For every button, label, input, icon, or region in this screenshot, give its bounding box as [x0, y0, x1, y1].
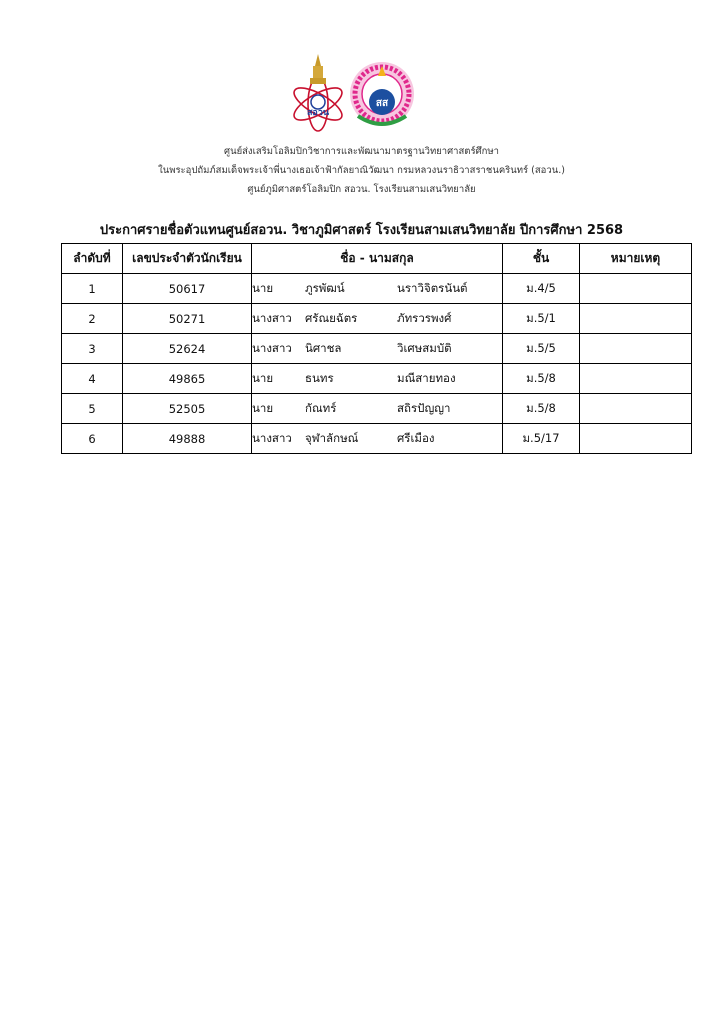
name-title: นางสาว [252, 340, 292, 355]
header-line-2: ในพระอุปถัมภ์สมเด็จพระเจ้าพี่นางเธอเจ้าฟ้ากัลยาณิวัฒนา กรมหลวงนราธิวาสราชนครินทร์ (สอวน.) [158, 165, 565, 176]
header-note: หมายเหตุ [580, 244, 692, 274]
row-id: 49865 [123, 364, 252, 394]
row-note [580, 274, 692, 304]
table-header-row [62, 244, 692, 274]
row-id: 49888 [123, 424, 252, 454]
row-id: 50617 [123, 274, 252, 304]
row-id: 50271 [123, 304, 252, 334]
row-note [580, 304, 692, 334]
last-name: มณีสายทอง [397, 370, 456, 385]
header-line-3: ศูนย์ภูมิศาสตร์โอลิมปิก สอวน. โรงเรียนสามเสนวิทยาลัย [247, 184, 476, 195]
first-name: ธนทร [305, 370, 334, 385]
row-class: ม.5/17 [503, 424, 580, 454]
row-num: 1 [62, 274, 123, 304]
row-note [580, 334, 692, 364]
row-class: ม.4/5 [503, 274, 580, 304]
header-name: ชื่อ - นามสกุล [252, 244, 503, 274]
table-row [62, 304, 692, 334]
row-note [580, 364, 692, 394]
olympiad-logo-text: สอวน [306, 108, 330, 118]
school-logo [350, 62, 414, 126]
last-name: ศรีเมือง [397, 430, 435, 445]
last-name: นราวิจิตรนันต์ [397, 280, 468, 295]
first-name: นิศาชล [305, 340, 342, 355]
row-note [580, 394, 692, 424]
last-name: ภัทรวรพงศ์ [397, 310, 452, 325]
name-title: นาย [252, 280, 274, 295]
row-class: ม.5/5 [503, 334, 580, 364]
row-name [252, 304, 503, 334]
row-num: 3 [62, 334, 123, 364]
row-name [252, 424, 503, 454]
school-logo-text: สส [375, 98, 389, 109]
row-num: 4 [62, 364, 123, 394]
name-title: นางสาว [252, 310, 292, 325]
header-class: ชั้น [503, 244, 580, 274]
row-num: 6 [62, 424, 123, 454]
name-title: นาย [252, 400, 274, 415]
row-class: ม.5/8 [503, 394, 580, 424]
last-name: สถิรปัญญา [397, 400, 451, 415]
row-id: 52505 [123, 394, 252, 424]
row-num: 2 [62, 304, 123, 334]
first-name: กัณทร์ [305, 400, 337, 415]
logo-group [290, 52, 420, 136]
first-name: จุฬาลักษณ์ [305, 430, 359, 445]
row-name [252, 334, 503, 364]
table-row [62, 424, 692, 454]
logo-svg [290, 52, 420, 136]
row-num: 5 [62, 394, 123, 424]
student-table [61, 243, 692, 454]
first-name: ศรัณยฉัตร [305, 310, 358, 325]
row-note [580, 424, 692, 454]
last-name: วิเศษสมบัติ [397, 340, 452, 355]
header-num: ลำดับที่ [62, 244, 123, 274]
header-id: เลขประจำตัวนักเรียน [123, 244, 252, 274]
header-line-1: ศูนย์ส่งเสริมโอลิมปิกวิชาการและพัฒนามาตรฐานวิทยาศาสตร์ศึกษา [224, 146, 499, 157]
name-title: นาย [252, 370, 274, 385]
table-row [62, 274, 692, 304]
row-name [252, 394, 503, 424]
row-id: 52624 [123, 334, 252, 364]
row-class: ม.5/8 [503, 364, 580, 394]
name-title: นางสาว [252, 430, 292, 445]
olympiad-logo [290, 54, 346, 131]
row-class: ม.5/1 [503, 304, 580, 334]
row-name [252, 274, 503, 304]
table-row [62, 334, 692, 364]
row-name [252, 364, 503, 394]
table-row [62, 364, 692, 394]
first-name: ภูรพัฒน์ [305, 280, 345, 295]
document-title: ประกาศรายชื่อตัวแทนศูนย์สอวน. วิชาภูมิศาสตร์ โรงเรียนสามเสนวิทยาลัย ปีการศึกษา 2568 [99, 223, 624, 238]
table-row [62, 394, 692, 424]
